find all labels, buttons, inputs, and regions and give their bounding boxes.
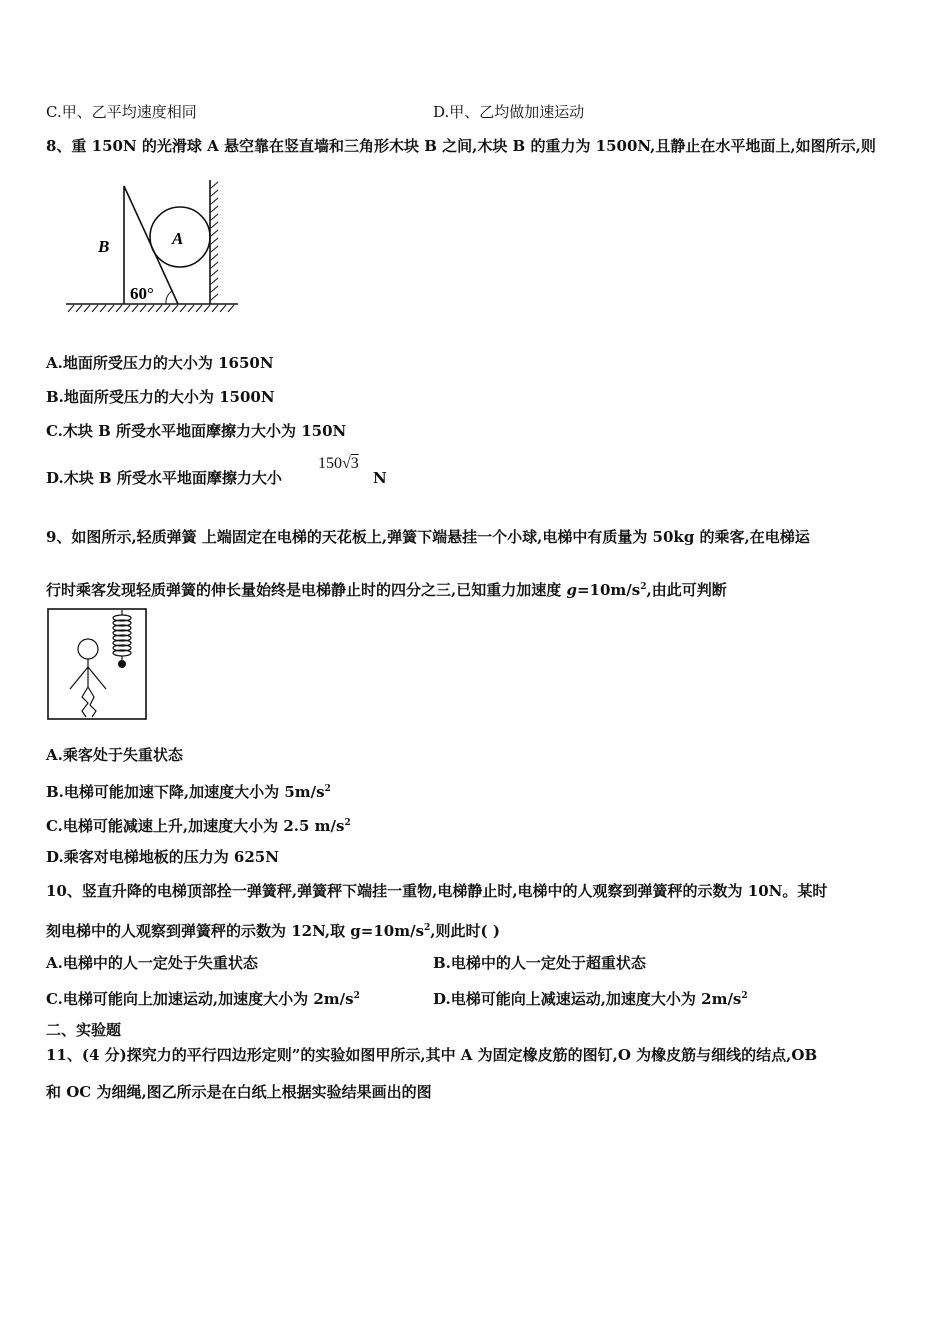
q9-stem-line1: 9、如图所示,轻质弹簧 上端固定在电梯的天花板上,弹簧下端悬挂一个小球,电梯中有质量为 50kg 的乘客,在电梯运 bbox=[46, 528, 810, 546]
q9-stem-line2-text: 行时乘客发现轻质弹簧的伸长量始终是电梯静止时的四分之三,已知重力加速度 bbox=[46, 581, 567, 599]
q8-option-d-value bbox=[318, 455, 359, 473]
q10-option-d-sup: 2 bbox=[741, 991, 748, 1001]
passenger bbox=[70, 639, 106, 717]
section-title: 二、实验题 bbox=[46, 1021, 122, 1039]
hanging-ball bbox=[118, 660, 126, 668]
q10-option-d-text: D.电梯可能向上减速运动,加速度大小为 2m/s bbox=[433, 990, 742, 1008]
q9-stem-line2-sup: 2 bbox=[640, 582, 647, 592]
ground-hatching bbox=[68, 305, 234, 312]
q9-option-b-text: B.电梯可能加速下降,加速度大小为 5m/s bbox=[46, 783, 325, 801]
gravity-symbol: g bbox=[566, 581, 577, 599]
q9-option-b bbox=[46, 779, 331, 802]
sqrt-sign: √ bbox=[342, 455, 351, 472]
q10-option-c-text: C.电梯可能向上加速运动,加速度大小为 2m/s bbox=[46, 990, 354, 1008]
q9-figure bbox=[46, 607, 150, 722]
q8-option-b: B.地面所受压力的大小为 1500N bbox=[46, 388, 275, 406]
q8-option-c: C.木块 B 所受水平地面摩擦力大小为 150N bbox=[46, 422, 347, 440]
q9-option-c-sup: 2 bbox=[344, 818, 351, 828]
angle-arc bbox=[166, 291, 172, 304]
q7-option-c: C.甲、乙平均速度相同 bbox=[46, 103, 197, 121]
q8-figure bbox=[60, 176, 246, 322]
spring bbox=[113, 610, 131, 660]
q9-stem-line2-end: ,由此可判断 bbox=[646, 581, 727, 599]
sqrt-coefficient: 150 bbox=[318, 455, 342, 472]
q9-stem-line2-value: =10m/s bbox=[576, 581, 641, 599]
q8-option-a: A.地面所受压力的大小为 1650N bbox=[46, 354, 274, 372]
q9-option-c bbox=[46, 813, 351, 836]
q10-stem-line1: 10、竖直升降的电梯顶部拴一弹簧秤,弹簧秤下端挂一重物,电梯静止时,电梯中的人观察到弹簧秤的示数为 10N。某时 bbox=[46, 882, 828, 900]
q11-stem-line2: 和 OC 为细绳,图乙所示是在白纸上根据实验结果画出的图 bbox=[46, 1083, 432, 1101]
q9-option-d: D.乘客对电梯地板的压力为 625N bbox=[46, 848, 279, 866]
q10-option-b: B.电梯中的人一定处于超重状态 bbox=[433, 954, 646, 972]
q10-option-c-sup: 2 bbox=[353, 991, 360, 1001]
q10-option-d bbox=[433, 986, 748, 1009]
q10-option-c bbox=[46, 986, 360, 1009]
label-b: B bbox=[98, 237, 110, 256]
label-a: A bbox=[172, 229, 184, 248]
q9-stem-line2 bbox=[46, 577, 727, 600]
q10-stem-line2 bbox=[46, 918, 500, 941]
q8-option-d-text: D.木块 B 所受水平地面摩擦力大小 bbox=[46, 469, 282, 487]
q10-stem-line2-text: 刻电梯中的人观察到弹簧秤的示数为 12N,取 g=10m/s bbox=[46, 922, 425, 940]
q11-stem-line1: 11、(4 分)探究力的平行四边形定则”的实验如图甲所示,其中 A 为固定橡皮筋的图钉,O 为橡皮筋与细线的结点,OB bbox=[46, 1046, 818, 1064]
sqrt-radicand: 3 bbox=[350, 455, 359, 472]
q9-option-c-text: C.电梯可能减速上升,加速度大小为 2.5 m/s bbox=[46, 817, 345, 835]
wall-hatching bbox=[211, 182, 218, 300]
q9-option-b-sup: 2 bbox=[324, 784, 331, 794]
q8-stem: 8、重 150N 的光滑球 A 悬空靠在竖直墙和三角形木块 B 之间,木块 B 的重力为 1500N,且静止在水平地面上,如图所示,则 bbox=[46, 137, 876, 155]
q10-stem-line2-sup: 2 bbox=[424, 923, 431, 933]
elevator-box bbox=[48, 609, 146, 719]
q8-option-d bbox=[46, 468, 282, 488]
q7-option-d: D.甲、乙均做加速运动 bbox=[433, 103, 585, 121]
q9-option-a: A.乘客处于失重状态 bbox=[46, 746, 183, 764]
q10-stem-line2-end: ,则此时( ) bbox=[430, 922, 500, 940]
q10-option-a: A.电梯中的人一定处于失重状态 bbox=[46, 954, 258, 972]
q8-option-d-unit: N bbox=[373, 469, 387, 487]
angle-label: 60° bbox=[130, 284, 154, 303]
